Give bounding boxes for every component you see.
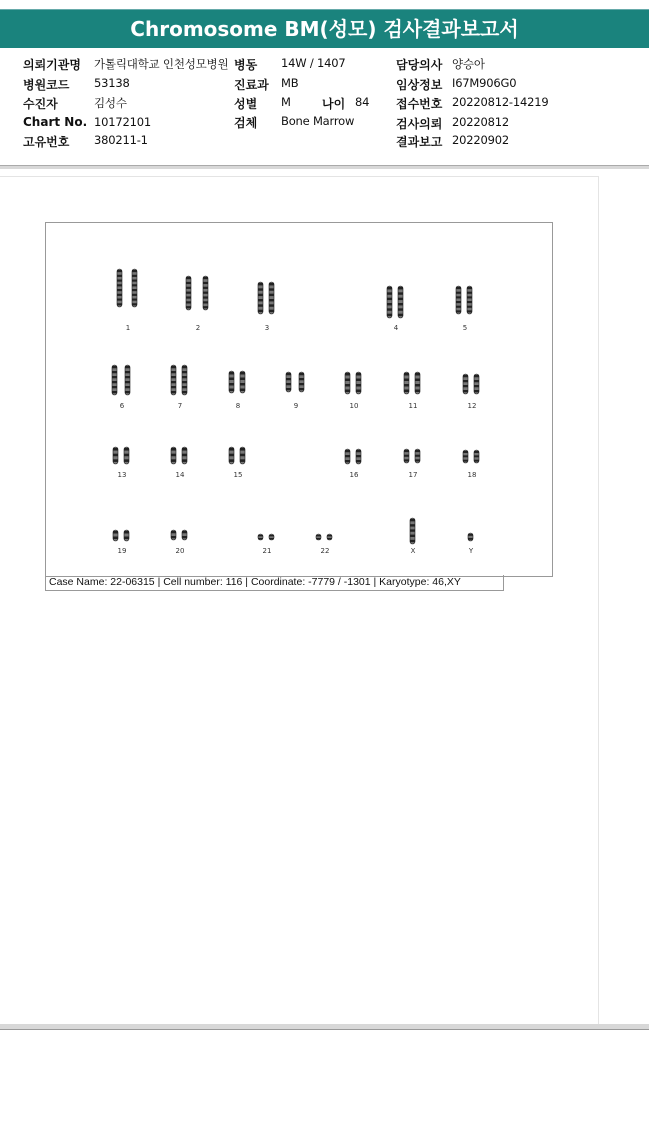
result-report-value: 20220902 — [452, 133, 509, 147]
chromosome-3 — [255, 281, 279, 315]
accession-value: 20220812-14219 — [452, 95, 549, 109]
ward-value: 14W / 1407 — [281, 56, 346, 70]
chromosome-label-17: 17 — [408, 471, 418, 479]
chromosome-14 — [168, 446, 192, 465]
clinical-info-label: 임상정보 — [396, 78, 443, 92]
chromosome-label-2: 2 — [195, 324, 201, 332]
report-title: Chromosome BM(성모) 검사결과보고서 — [0, 9, 649, 48]
result-report-label: 결과보고 — [396, 135, 443, 149]
specimen-label: 검체 — [234, 116, 258, 130]
chromosome-label-6: 6 — [119, 402, 125, 410]
chromosome-X — [406, 517, 420, 545]
test-request-value: 20220812 — [452, 115, 509, 129]
age-label: 나이 — [322, 97, 346, 111]
chromosome-21 — [255, 533, 279, 541]
chromosome-label-22: 22 — [320, 547, 330, 555]
chromosome-label-15: 15 — [233, 471, 243, 479]
chromosome-label-20: 20 — [175, 547, 185, 555]
chromosome-13 — [110, 446, 134, 465]
chromosome-label-9: 9 — [293, 402, 299, 410]
chromosome-label-11: 11 — [408, 402, 418, 410]
karyotype-image — [45, 222, 553, 577]
unique-no-label: 고유번호 — [23, 135, 70, 149]
chromosome-label-Y: Y — [468, 547, 474, 555]
chromosome-20 — [168, 529, 192, 541]
chromosome-6 — [109, 364, 135, 396]
test-request-label: 검사의뢰 — [396, 117, 443, 131]
chromosome-label-8: 8 — [235, 402, 241, 410]
chromosome-label-X: X — [410, 547, 416, 555]
chart-no-value: 10172101 — [94, 115, 151, 129]
chromosome-label-16: 16 — [349, 471, 359, 479]
patient-info-section — [0, 47, 649, 165]
accession-label: 접수번호 — [396, 97, 443, 111]
divider-bottom — [0, 1024, 649, 1030]
chromosome-label-3: 3 — [264, 324, 270, 332]
chromosome-12 — [460, 373, 484, 395]
chromosome-label-14: 14 — [175, 471, 185, 479]
hospital-code-label: 병원코드 — [23, 78, 70, 92]
chromosome-4 — [384, 285, 408, 319]
doctor-value: 양승아 — [452, 57, 485, 71]
chromosome-19 — [110, 529, 134, 542]
chromosome-2 — [183, 275, 213, 311]
chromosome-22 — [313, 533, 337, 541]
chromosome-label-1: 1 — [125, 324, 131, 332]
chromosome-label-7: 7 — [177, 402, 183, 410]
chromosome-label-10: 10 — [349, 402, 359, 410]
requesting-institution-value: 가톨릭대학교 인천성모병원 — [94, 57, 229, 71]
requesting-institution-label: 의뢰기관명 — [23, 58, 81, 72]
chromosome-10 — [342, 371, 366, 395]
chromosome-label-21: 21 — [262, 547, 272, 555]
chromosome-label-19: 19 — [117, 547, 127, 555]
chromosome-label-12: 12 — [467, 402, 477, 410]
chromosome-7 — [168, 364, 192, 396]
doctor-label: 담당의사 — [396, 58, 443, 72]
sex-value: M — [281, 95, 291, 109]
divider-top — [0, 165, 649, 169]
hospital-code-value: 53138 — [94, 76, 130, 90]
chromosome-16 — [342, 448, 366, 465]
department-label: 진료과 — [234, 78, 269, 92]
chromosome-Y — [464, 532, 478, 542]
examinee-label: 수진자 — [23, 97, 58, 111]
department-value: MB — [281, 76, 299, 90]
chromosome-9 — [283, 371, 309, 393]
unique-no-value: 380211-1 — [94, 133, 148, 147]
chromosome-18 — [460, 449, 484, 464]
specimen-value: Bone Marrow — [281, 114, 355, 128]
chromosome-15 — [226, 446, 250, 465]
examinee-value: 김성수 — [94, 96, 127, 110]
chromosome-label-18: 18 — [467, 471, 477, 479]
chromosome-17 — [401, 448, 425, 464]
chromosome-5 — [453, 285, 477, 315]
sex-label: 성별 — [234, 97, 258, 111]
chromosome-label-4: 4 — [393, 324, 399, 332]
chromosome-1 — [114, 268, 142, 308]
clinical-info-value: I67M906G0 — [452, 76, 517, 90]
karyotype-case-line: Case Name: 22-06315 | Cell number: 116 | Coordinate: -7779 / -1301 | Karyotype: 46,XY — [45, 575, 504, 591]
chromosome-label-13: 13 — [117, 471, 127, 479]
chart-no-label: Chart No. — [23, 115, 88, 129]
age-value: 84 — [355, 95, 370, 109]
chromosome-8 — [226, 370, 250, 394]
chromosome-label-5: 5 — [462, 324, 468, 332]
chromosome-11 — [401, 371, 425, 395]
ward-label: 병동 — [234, 58, 258, 72]
